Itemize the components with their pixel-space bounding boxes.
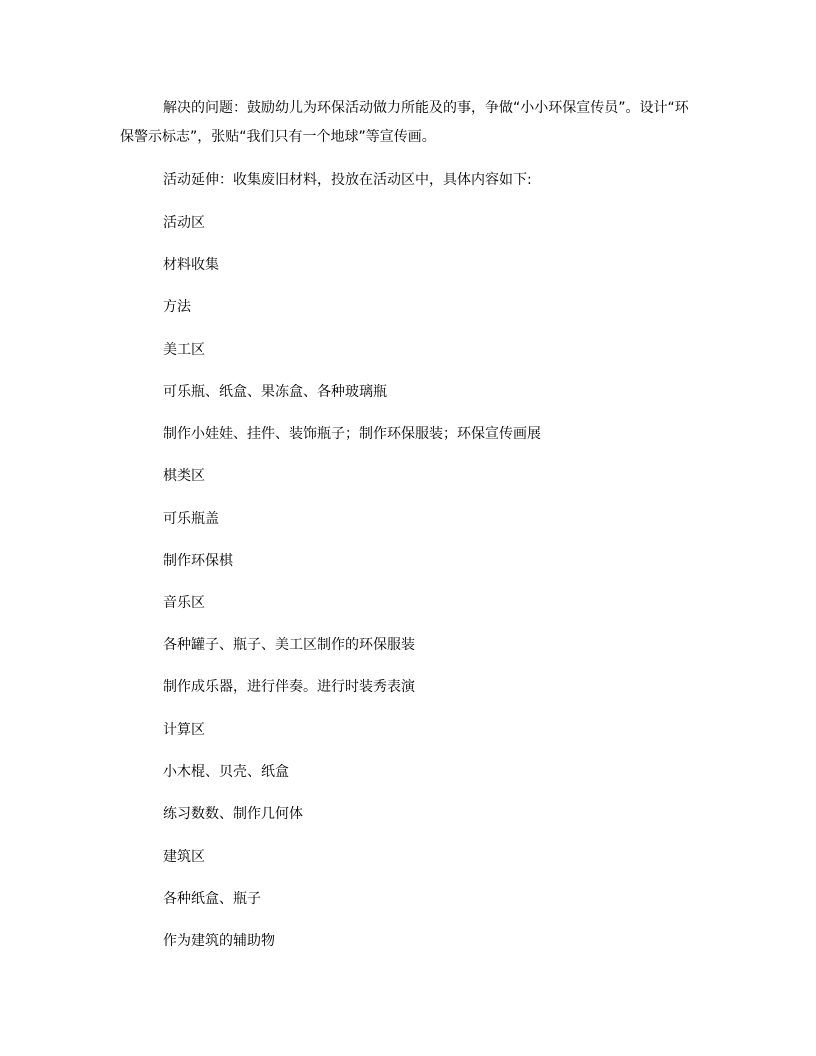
- text-line-music-area: 音乐区: [163, 595, 205, 611]
- text-line-building-area: 建筑区: [163, 849, 205, 865]
- text-line-building-materials: 各种纸盒、瓶子: [163, 891, 261, 907]
- text-line-chess-area: 棋类区: [163, 468, 205, 484]
- text-line-music-method: 制作成乐器，进行伴奏。进行时装秀表演: [163, 679, 415, 695]
- text-line-art-materials: 可乐瓶、纸盒、果冻盒、各种玻璃瓶: [163, 384, 387, 400]
- text-line-art-area: 美工区: [163, 342, 205, 358]
- text-line-material-collection: 材料收集: [163, 257, 219, 273]
- text-line-activity-area: 活动区: [163, 215, 205, 231]
- paragraph-problem-solved: 解决的问题：鼓励幼儿为环保活动做力所能及的事，争做“小小环保宣传员”。设计“环保警示标志”，张贴“我们只有一个地球”等宣传画。: [120, 100, 689, 145]
- text-line-art-method: 制作小娃娃、挂件、装饰瓶子；制作环保服装；环保宣传画展: [163, 426, 541, 442]
- text-line-math-materials: 小木棍、贝壳、纸盒: [163, 764, 289, 780]
- text-line-math-method: 练习数数、制作几何体: [163, 806, 303, 822]
- text-line-method: 方法: [163, 299, 191, 315]
- text-line-building-method: 作为建筑的辅助物: [163, 933, 275, 949]
- text-line-math-area: 计算区: [163, 722, 205, 738]
- text-line-chess-method: 制作环保棋: [163, 553, 233, 569]
- text-line-chess-materials: 可乐瓶盖: [163, 511, 219, 527]
- paragraph-activity-extension: 活动延伸：收集废旧材料，投放在活动区中，具体内容如下:: [163, 172, 532, 188]
- text-line-music-materials: 各种罐子、瓶子、美工区制作的环保服装: [163, 637, 415, 653]
